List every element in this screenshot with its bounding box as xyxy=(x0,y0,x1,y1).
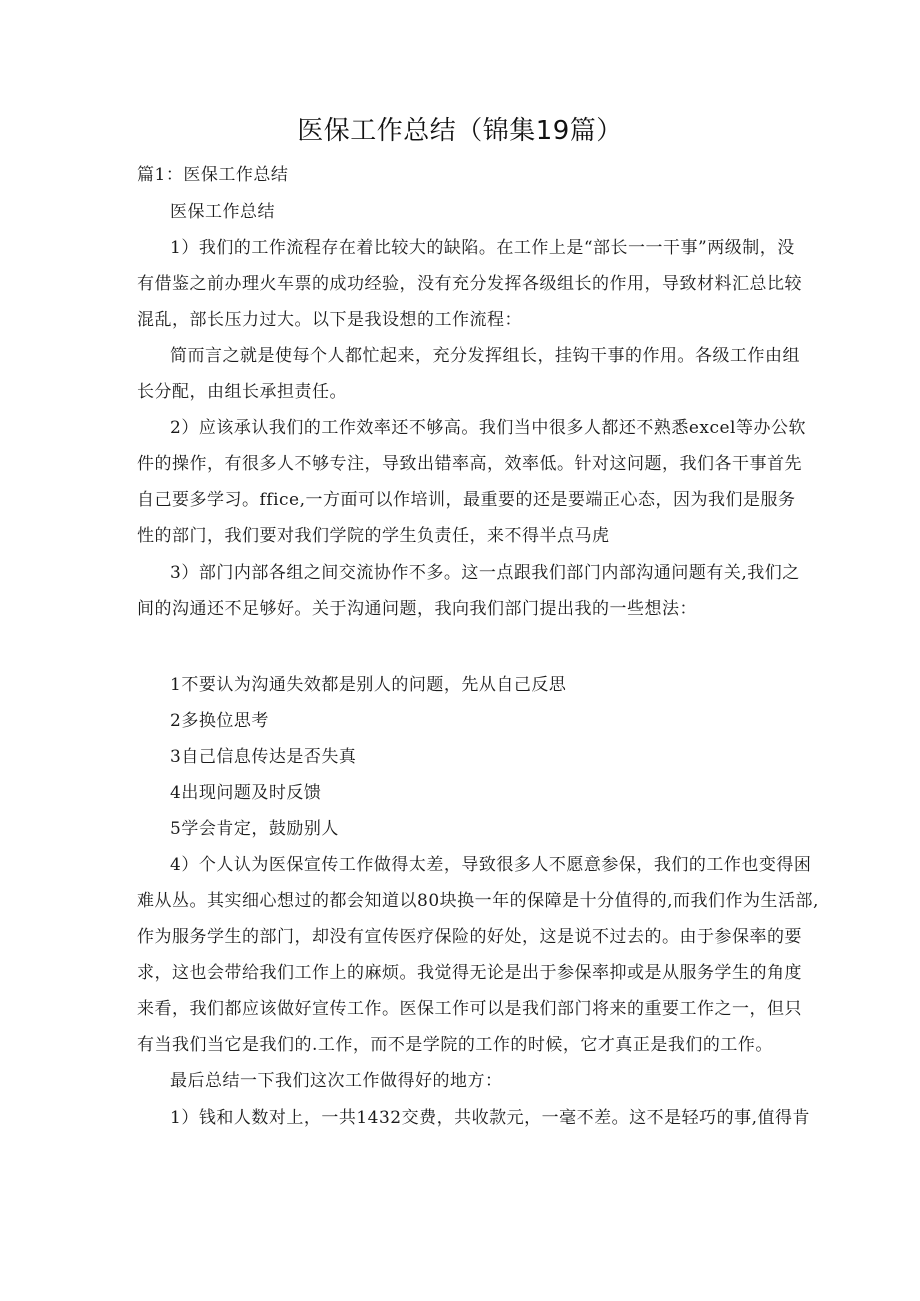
list-item: 3自己信息传达是否失真 xyxy=(170,747,357,767)
paragraph-line: 有借鉴之前办理火车票的成功经验，没有充分发挥各级组长的作用，导致材料汇总比较 xyxy=(137,274,802,294)
document-title: 医保工作总结（锦集19篇） xyxy=(297,116,623,146)
paragraph-line: 3）部门内部各组之间交流协作不多。这一点跟我们部门内部沟通问题有关,我们之 xyxy=(170,563,800,583)
section-heading: 篇1：医保工作总结 xyxy=(137,165,289,185)
paragraph-line: 求，这也会带给我们工作上的麻烦。我觉得无论是出于参保率抑或是从服务学生的角度 xyxy=(137,963,802,983)
paragraph-line: 简而言之就是使每个人都忙起来，充分发挥组长，挂钩干事的作用。各级工作由组 xyxy=(170,346,800,366)
paragraph-line: 件的操作，有很多人不够专注，导致出错率高，效率低。针对这问题，我们各干事首先 xyxy=(137,454,802,474)
subheading: 医保工作总结 xyxy=(170,202,275,222)
paragraph-line: 1）我们的工作流程存在着比较大的缺陷。在工作上是“部长一一干事”两级制，没 xyxy=(170,238,795,258)
list-item: 4出现问题及时反馈 xyxy=(170,783,322,803)
paragraph-line: 来看，我们都应该做好宣传工作。医保工作可以是我们部门将来的重要工作之一，但只 xyxy=(137,999,802,1019)
list-item: 5学会肯定，鼓励别人 xyxy=(170,819,339,839)
paragraph-line: 有当我们当它是我们的.工作，而不是学院的工作的时候，它才真正是我们的工作。 xyxy=(137,1035,773,1055)
paragraph-line: 最后总结一下我们这次工作做得好的地方： xyxy=(170,1071,503,1091)
paragraph-line: 混乱，部长压力过大。以下是我设想的工作流程： xyxy=(137,310,522,330)
paragraph-line: 4）个人认为医保宣传工作做得太差，导致很多人不愿意参保，我们的工作也变得困 xyxy=(170,855,812,875)
list-item: 1不要认为沟通失效都是别人的问题，先从自己反思 xyxy=(170,675,567,695)
paragraph-line: 作为服务学生的部门，却没有宣传医疗保险的好处，这是说不过去的。由于参保率的要 xyxy=(137,927,802,947)
paragraph-line: 2）应该承认我们的工作效率还不够高。我们当中很多人都还不熟悉excel等办公软 xyxy=(170,418,806,438)
paragraph-line: 1）钱和人数对上，一共1432交费，共收款元，一毫不差。这不是轻巧的事,值得肯 xyxy=(170,1108,810,1128)
paragraph-line: 性的部门，我们要对我们学院的学生负责任，来不得半点马虎 xyxy=(137,526,610,546)
paragraph-line: 长分配，由组长承担责任。 xyxy=(137,382,347,402)
paragraph-line: 自己要多学习。ffice,一方面可以作培训，最重要的还是要端正心态，因为我们是服务 xyxy=(137,490,796,510)
paragraph-line: 难从丛。其实细心想过的都会知道以80块换一年的保障是十分值得的,而我们作为生活部, xyxy=(137,891,819,911)
paragraph-line: 间的沟通还不足够好。关于沟通问题，我向我们部门提出我的一些想法： xyxy=(137,599,697,619)
list-item: 2多换位思考 xyxy=(170,711,269,731)
